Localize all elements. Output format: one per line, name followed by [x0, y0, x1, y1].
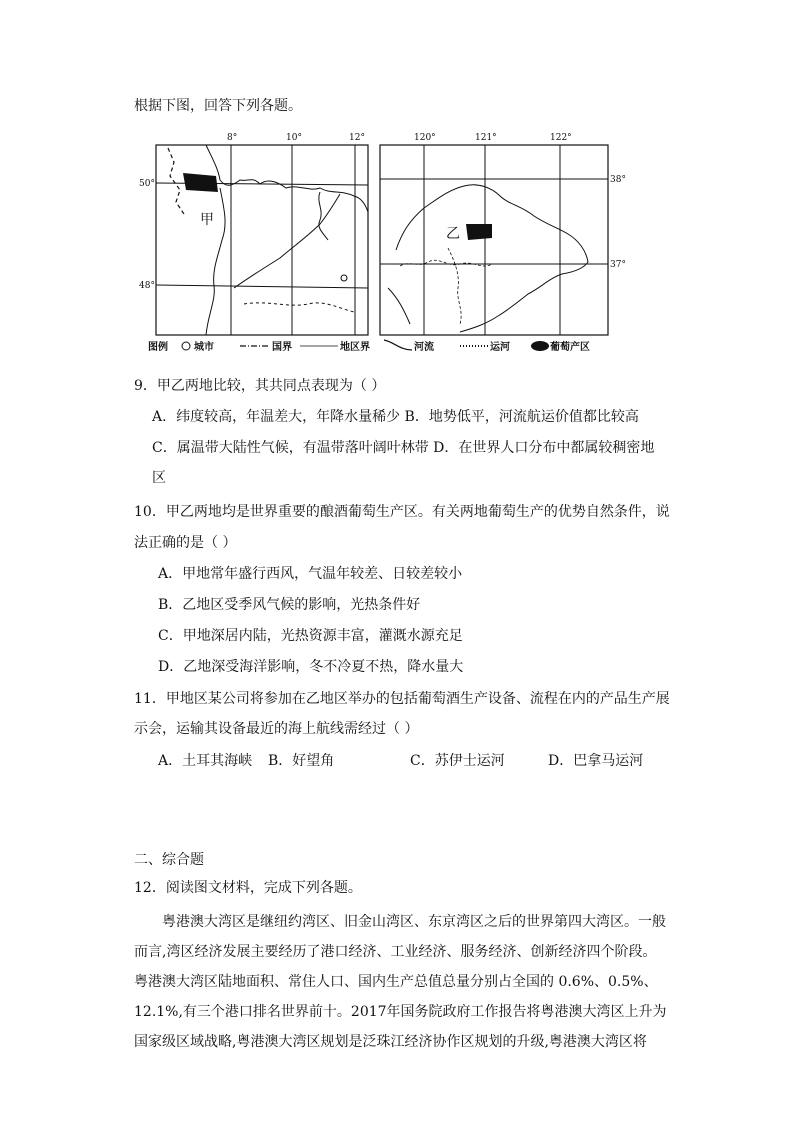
q12-stem: 12．阅读图文材料，完成下列各题。	[134, 880, 362, 896]
q11-option-c: C．苏伊士运河	[410, 753, 505, 769]
legend-river-label: 河流	[414, 342, 434, 353]
legend-city-label: 城市	[194, 342, 214, 353]
left-map-region-label: 甲	[200, 212, 214, 228]
right-map-lon-label-3: 122°	[550, 133, 572, 143]
q12-paragraph-line4: 12.1%,有三个港口排名世界前十。2017年国务院政府工作报告将粤港澳大湾区上升为	[134, 1004, 667, 1020]
q12-paragraph-line5: 国家级区域战略,粤港澳大湾区规划是泛珠江经济协作区规划的升级,粤港澳大湾区将	[134, 1034, 647, 1050]
left-map	[139, 133, 368, 335]
legend-grape-region-label: 葡萄产区	[550, 342, 590, 353]
left-map-river-tributary	[319, 192, 328, 240]
q11-stem-line2: 示会，运输其设备最近的海上航线需经过（ ）	[134, 721, 419, 737]
q10-option-a: A．甲地常年盛行西风，气温年较差、日较差较小	[158, 566, 463, 582]
right-map-region-label: 乙	[446, 226, 460, 242]
q10-stem-line1: 10．甲乙两地均是世界重要的酿酒葡萄生产区。有关两地葡萄生产的优势自然条件，说	[134, 504, 670, 520]
right-map-lon-label-2: 121°	[475, 133, 497, 143]
q9-options-cd-wrap: 区	[152, 470, 166, 486]
legend-river-icon	[384, 340, 412, 350]
left-map-lat-label-2: 48°	[139, 281, 155, 291]
left-map-lon-label-2: 10°	[286, 133, 302, 143]
left-map-southern-border	[244, 303, 354, 312]
right-map-frame	[380, 145, 608, 335]
right-map-grape-region	[466, 224, 492, 240]
q10-option-d: D．乙地深受海洋影响，冬不冷夏不热，降水量大	[158, 659, 464, 675]
left-map-parallel-48	[156, 285, 368, 288]
legend-city-icon	[182, 342, 190, 350]
right-map	[380, 133, 626, 335]
left-map-country-border	[206, 145, 368, 212]
right-map-lon-label-1: 120°	[414, 133, 436, 143]
left-map-city	[341, 275, 347, 281]
right-map-lat-label-1: 38°	[610, 175, 626, 185]
legend-title: 图例	[148, 342, 168, 353]
section-2-heading: 二、综合题	[134, 852, 204, 868]
q11-option-d: D．巴拿马运河	[548, 753, 644, 769]
left-map-lat-label-1: 50°	[139, 179, 155, 189]
q9-options-ab: A．纬度较高，年温差大，年降水量稀少 B．地势低平，河流航运价值都比较高	[152, 409, 639, 425]
q11-option-b: B．好望角	[268, 753, 335, 769]
maps-figure	[139, 128, 628, 368]
right-map-region-border	[400, 260, 492, 266]
intro-text: 根据下图，回答下列各题。	[134, 98, 302, 114]
legend-region-border-label: 地区界	[340, 342, 370, 353]
q11-option-a: A．土耳其海峡	[158, 753, 253, 769]
q11-stem-line1: 11．甲地区某公司将参加在乙地区举办的包括葡萄酒生产设备、流程在内的产品生产展	[134, 691, 670, 707]
left-map-lon-label-1: 8°	[227, 133, 238, 143]
left-map-lon-label-3: 12°	[349, 133, 365, 143]
q12-paragraph-line3: 粤港澳大湾区陆地面积、常住人口、国内生产总值总量分别占全国的 0.6%、0.5%、	[134, 974, 658, 990]
legend-canal-label: 运河	[490, 342, 510, 353]
q9-options-cd: C．属温带大陆性气候，有温带落叶阔叶林带 D．在世界人口分布中都属较稠密地	[152, 440, 655, 456]
right-map-lat-label-2: 37°	[610, 260, 626, 270]
left-map-river-west	[206, 188, 225, 335]
legend-grape-region-icon	[531, 341, 549, 351]
q10-option-c: C．甲地深居内陆，光热资源丰富，灌溉水源充足	[158, 628, 463, 644]
left-map-river-danube	[234, 194, 340, 288]
q10-stem-line2: 法正确的是（ ）	[134, 535, 237, 551]
right-map-inner-border	[448, 248, 461, 324]
map-legend	[148, 340, 590, 353]
q12-paragraph-line2: 而言,湾区经济发展主要经历了港口经济、工业经济、服务经济、创新经济四个阶段。	[134, 944, 657, 960]
right-map-river	[388, 288, 410, 324]
q12-paragraph-line1: 粤港澳大湾区是继纽约湾区、旧金山湾区、东京湾区之后的世界第四大湾区。一般	[162, 914, 666, 930]
q9-stem: 9．甲乙两地比较，其共同点表现为（ ）	[134, 378, 386, 394]
left-map-dashed-border	[168, 148, 184, 214]
left-map-grape-region	[183, 173, 218, 192]
legend-national-border-label: 国界	[272, 342, 292, 353]
q10-option-b: B．乙地区受季风气候的影响，光热条件好	[158, 597, 421, 613]
right-map-coastline	[396, 185, 588, 332]
